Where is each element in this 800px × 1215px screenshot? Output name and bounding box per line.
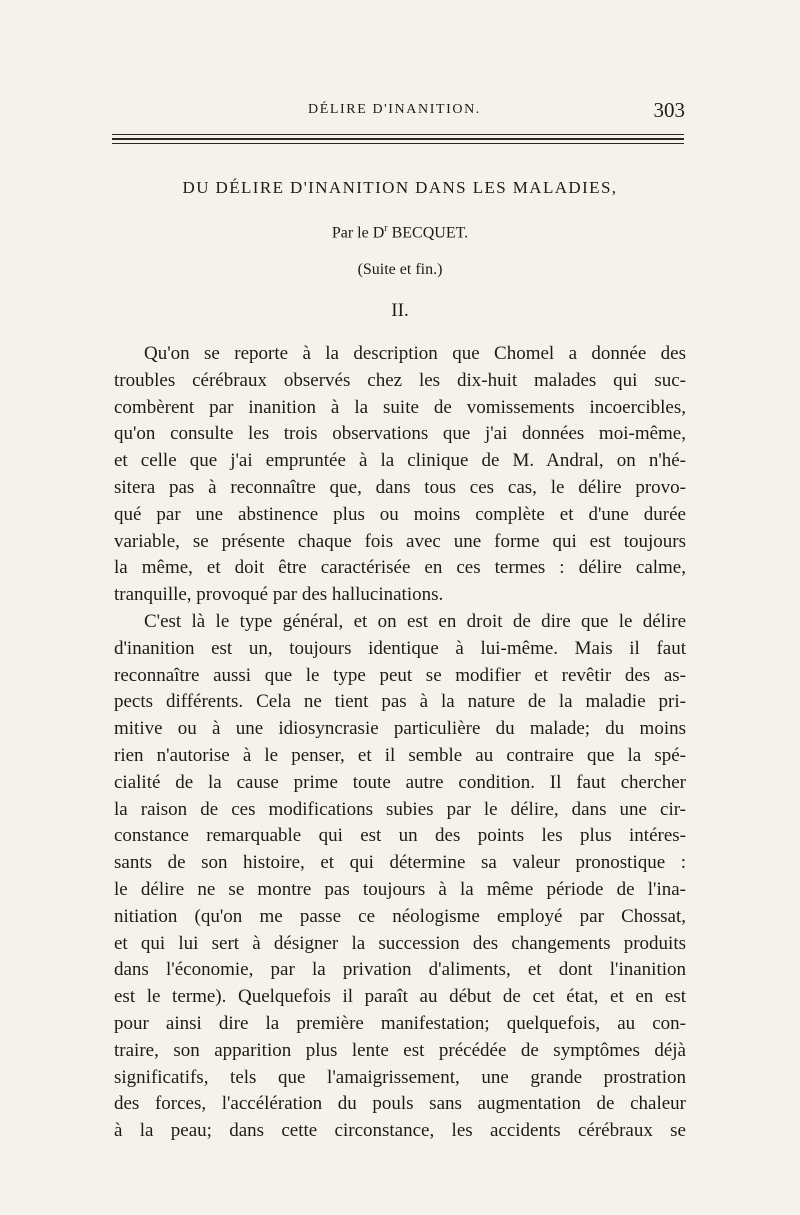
text-line: la même, et doit être caractérisée en ces termes : délire calme, [114,557,686,579]
text-line: dans l'économie, par la privation d'aliments, et dont l'inanition [114,959,686,981]
text-line: d'inanition est un, toujours identique à lui-même. Mais il faut [114,637,686,659]
page-number: 303 [653,98,685,122]
continued-note: (Suite et fin.) [357,261,443,278]
text-line: nitiation (qu'on me passe ce néologisme employé par Chossat, [114,905,686,927]
text-line: Qu'on se reporte à la description que Chomel a donnée des [144,343,686,364]
text-line: qué par une abstinence plus ou moins complète et d'une durée [114,503,686,525]
text-line: la raison de ces modifications subies par le délire, dans une cir- [114,798,686,820]
running-title: DÉLIRE D'INANITION. [308,102,481,117]
text-line: combèrent par inanition à la suite de vomissements incoercibles, [114,396,686,418]
text-line: et celle que j'ai empruntée à la clinique de M. Andral, on n'hé- [114,450,686,472]
body-text [114,341,686,1145]
text-line: significatifs, tels que l'amaigrissement, une grande prostration [114,1066,686,1088]
text-line: variable, se présente chaque fois avec une forme qui est toujours [114,530,686,552]
text-line: traire, son apparition plus lente est précédée de symptômes déjà [114,1039,686,1061]
byline [0,223,800,242]
text-line: reconnaître aussi que le type peut se modifier et revêtir des as- [114,664,686,686]
article-title: DU DÉLIRE D'INANITION DANS LES MALADIES, [182,178,618,197]
text-line: C'est là le type général, et on est en droit de dire que le délire [144,610,686,632]
text-line: pour ainsi dire la première manifestation; quelquefois, au con- [114,1012,686,1034]
text-line: rien n'autorise à le penser, et il semble au contraire que la spé- [114,744,686,766]
header-rule-top [112,134,684,135]
running-head [110,98,685,122]
text-line: le délire ne se montre pas toujours à la même période de l'ina- [114,878,686,900]
text-line: des forces, l'accélération du pouls sans augmentation de chaleur [114,1093,686,1115]
text-line: est le terme). Quelquefois il paraît au début de cet état, et en est [114,986,686,1008]
text-line: tranquille, provoqué par des hallucinations. [114,584,444,606]
text-line: sitera pas à reconnaître que, dans tous ces cas, le délire provo- [114,476,686,498]
byline-sup: r [384,223,388,234]
text-line: constance remarquable qui est un des points les plus intéres- [114,825,686,847]
header-rule-middle [112,138,684,140]
text-line: cialité de la cause prime toute autre condition. Il faut chercher [114,771,686,793]
text-line: qu'on consulte les trois observations que j'ai données moi-même, [114,423,686,445]
byline-prefix: Par le D [331,224,385,242]
header-rule-bottom [112,143,684,144]
section-number: II. [391,300,409,321]
author-name: BECQUET. [391,224,469,242]
text-line: mitive ou à une idiosyncrasie particulière du malade; du moins [114,718,686,740]
text-line: à la peau; dans cette circonstance, les accidents cérébraux se [114,1120,686,1142]
text-line: troubles cérébraux observés chez les dix-huit malades qui suc- [114,369,686,391]
text-line: pects différents. Cela ne tient pas à la nature de la maladie pri- [114,691,686,713]
text-line: et qui lui sert à désigner la succession des changements produits [114,932,686,954]
text-line: sants de son histoire, et qui détermine sa valeur pronostique : [114,852,686,874]
